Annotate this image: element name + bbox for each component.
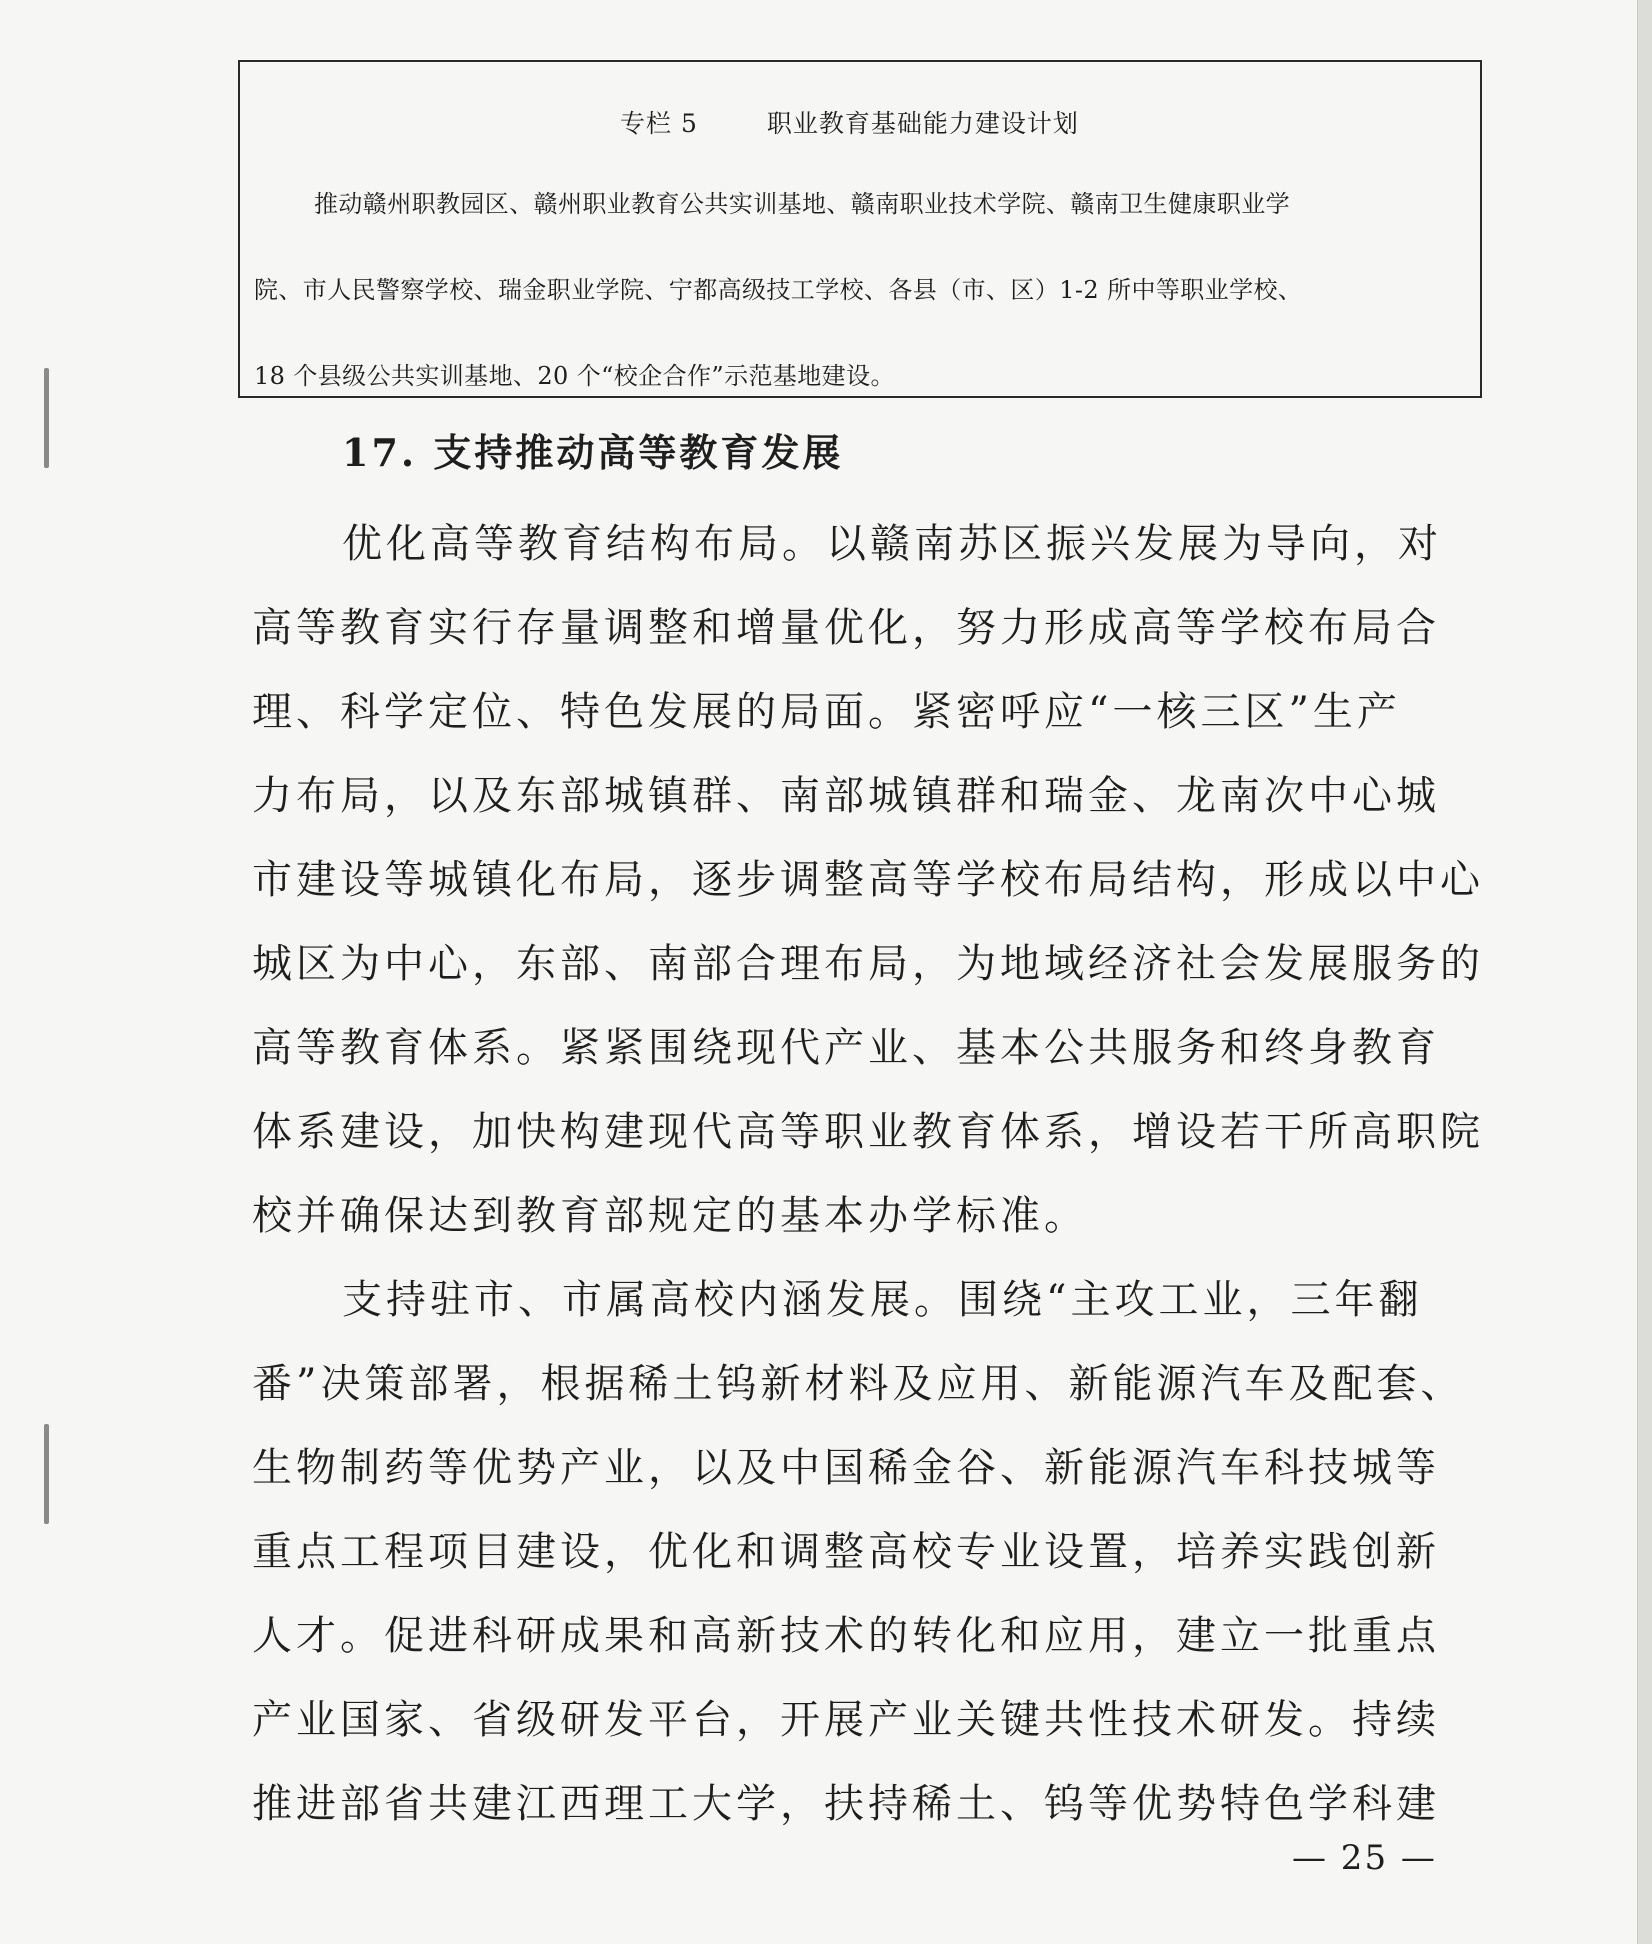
paragraph-line: 生物制药等优势产业，以及中国稀金谷、新能源汽车科技城等 (252, 1445, 1440, 1491)
paragraph-line: 优化高等教育结构布局。以赣南苏区振兴发展为导向，对 (342, 521, 1442, 567)
paragraph-line: 市建设等城镇化布局，逐步调整高等学校布局结构，形成以中心 (252, 857, 1484, 903)
paragraph-line: 推进部省共建江西理工大学，扶持稀土、钨等优势特色学科建 (252, 1781, 1440, 1827)
column-line: 推动赣州职教园区、赣州职业教育公共实训基地、赣南职业技术学院、赣南卫生健康职业学 (314, 190, 1290, 218)
section-heading: 17. 支持推动高等教育发展 (342, 430, 844, 475)
paragraph-line: 城区为中心，东部、南部合理布局，为地域经济社会发展服务的 (252, 941, 1484, 987)
page-edge (1637, 0, 1652, 1944)
column-box (238, 60, 1482, 398)
staple-top (44, 368, 49, 468)
column-label: 专栏 5 (620, 109, 698, 138)
paragraph-line: 高等教育实行存量调整和增量优化，努力形成高等学校布局合 (252, 605, 1440, 651)
column-line: 院、市人民警察学校、瑞金职业学院、宁都高级技工学校、各县（市、区）1-2 所中等职业学校、 (254, 276, 1303, 304)
paragraph-line: 力布局，以及东部城镇群、南部城镇群和瑞金、龙南次中心城 (252, 773, 1440, 819)
column-line: 18 个县级公共实训基地、20 个“校企合作”示范基地建设。 (254, 362, 895, 390)
column-title: 职业教育基础能力建设计划 (766, 109, 1079, 138)
paragraph-line: 支持驻市、市属高校内涵发展。围绕“主攻工业，三年翻 (342, 1277, 1423, 1323)
column-box-header (620, 104, 1079, 140)
paragraph-line: 重点工程项目建设，优化和调整高校专业设置，培养实践创新 (252, 1529, 1440, 1575)
paragraph-line: 人才。促进科研成果和高新技术的转化和应用，建立一批重点 (252, 1613, 1440, 1659)
page-number: — 25 — (1292, 1838, 1437, 1878)
paragraph-line: 产业国家、省级研发平台，开展产业关键共性技术研发。持续 (252, 1697, 1440, 1743)
paragraph-line: 体系建设，加快构建现代高等职业教育体系，增设若干所高职院 (252, 1109, 1484, 1155)
staple-bottom (44, 1424, 49, 1524)
paragraph-line: 校并确保达到教育部规定的基本办学标准。 (252, 1193, 1088, 1239)
paragraph-line: 番”决策部署，根据稀土钨新材料及应用、新能源汽车及配套、 (252, 1361, 1465, 1407)
paragraph-line: 理、科学定位、特色发展的局面。紧密呼应“一核三区”生产 (252, 689, 1401, 735)
paragraph-line: 高等教育体系。紧紧围绕现代产业、基本公共服务和终身教育 (252, 1025, 1440, 1071)
